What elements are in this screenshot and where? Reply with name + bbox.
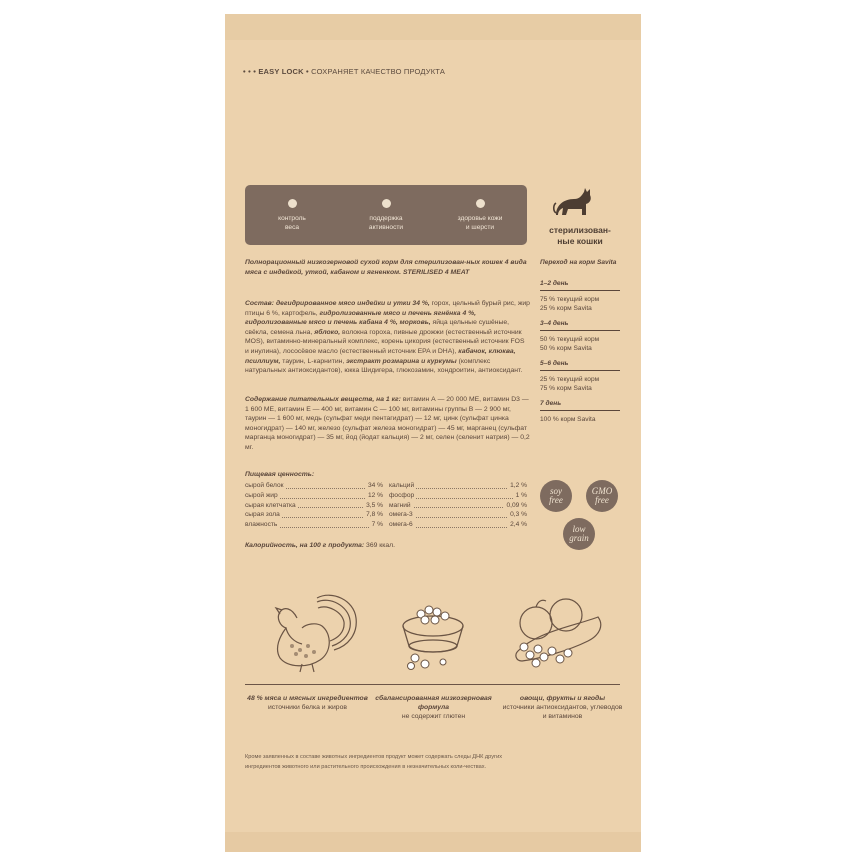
composition-text: волокна гороха, пивные дрожжи (естественный источник MOS), витаминно-минеральный комплекс, корень цикория (естественный источник FOS и инулина), лососёвое масло (естественный источник EPA и DHA), — [245, 328, 525, 355]
footer-meat — [245, 694, 370, 712]
stage-line: 75 % корм Savita — [540, 385, 592, 392]
transition-stage — [540, 399, 620, 424]
cat-icon — [552, 187, 596, 217]
composition-text: яйца цельные сушёные, свёкла, семена льна, — [245, 319, 510, 336]
footer-bold: сбалансированная низкозерновая формула — [375, 695, 492, 711]
product-description: Полнорационный низкозерновой сухой корм для стерилизован-ных кошек 4 вида мяса с индейкой, уткой, кабаном и ягненком. STERILISED 4 MEAT — [245, 259, 527, 276]
badge-text: grain — [569, 533, 589, 543]
nutrient-name: сырая зола — [245, 511, 280, 519]
nutrient-name: влажность — [245, 521, 278, 529]
footer-vegetables — [500, 694, 625, 721]
gmo-free-badge — [586, 480, 618, 512]
skin-coat-icon — [476, 199, 485, 208]
composition-text: дегидрированное мясо индейки и утки 34 %, — [275, 300, 430, 307]
stage-line: 75 % текущий корм — [540, 296, 600, 303]
nutrition-table-right — [389, 481, 527, 530]
disclaimer: Кроме заявленных в составе животных ингредиентов продукт может содержать следы ДНК других ингредиентов животного или растительного происхождения в незначительных коли-чествах. — [245, 754, 502, 770]
table-row — [389, 481, 527, 491]
nutrient-value: 0,09 % — [506, 501, 527, 509]
nutrient-value: 1,2 % — [510, 482, 527, 489]
table-row — [245, 510, 383, 520]
footer-bold: 48 % мяса и мясных ингредиентов — [247, 695, 368, 702]
target-animal — [540, 225, 620, 247]
benefit-label: контроль — [278, 214, 306, 222]
footer-divider — [245, 684, 620, 685]
nutrient-value: 7 % — [371, 521, 383, 529]
nutrient-name: сырой белок — [245, 482, 284, 489]
composition-text: (комплекс натуральных антиоксидантов), юкка Шидигера, глюкозамин, хондроитин, антиоксидант. — [245, 357, 523, 375]
badge-text: free — [549, 495, 563, 505]
stage-line: 50 % текущий корм — [540, 336, 600, 343]
nutrient-name: сырая клетчатка — [245, 501, 296, 509]
table-row — [389, 520, 527, 530]
composition-text: гидролизованные мясо и печень ягнёнка 4 %, гидролизованные мясо и печень кабана 4 %, морковь, — [245, 309, 477, 327]
calories — [245, 542, 395, 549]
table-row — [245, 520, 383, 530]
nutrients-label: Содержание питательных веществ, на 1 кг: — [245, 396, 401, 403]
footer-text: не содержит глютен — [401, 713, 466, 720]
footer-text: источники белка и жиров — [268, 704, 347, 711]
nutrient-name: кальций — [389, 482, 415, 489]
stage-day: 7 день — [540, 399, 620, 411]
footer-formula — [371, 694, 496, 721]
calories-label: Калорийность, на 100 г продукта: — [245, 542, 365, 549]
footer-text: источники антиоксидантов, углеводов и витаминов — [502, 704, 623, 720]
nutrient-name: омега-3 — [389, 511, 413, 519]
benefit-skin-coat — [433, 185, 527, 245]
low-grain-badge — [563, 518, 595, 550]
food-bowl-icon — [395, 600, 475, 672]
turkey-icon — [262, 588, 362, 673]
composition-text: кабачок, клюква, псиллиум, — [245, 347, 516, 365]
benefit-label: здоровье кожи — [457, 214, 503, 222]
table-row — [245, 501, 383, 511]
composition-text: яблоко, — [314, 328, 341, 336]
nutrition-table-left — [245, 481, 383, 530]
target-line: стерилизован- — [549, 225, 611, 235]
composition — [245, 299, 530, 376]
nutrient-value: 0,3 % — [510, 511, 527, 519]
benefit-label: и шерсти — [465, 223, 495, 231]
transition-stage — [540, 319, 620, 353]
badge-text: low — [572, 524, 586, 534]
vegetables-fruits-icon — [508, 595, 608, 675]
calories-value: 369 ккал. — [364, 542, 396, 549]
transition-stage — [540, 279, 620, 313]
benefit-label: активности — [368, 223, 404, 231]
nutrient-name: сырой жир — [245, 491, 278, 499]
nutrient-value: 1 % — [515, 491, 527, 499]
table-row — [245, 481, 383, 491]
badge-text: GMO — [591, 486, 613, 496]
stage-line: 100 % корм Savita — [540, 416, 596, 423]
badge-text: soy — [549, 486, 562, 496]
nutrient-value: 3,5 % — [366, 501, 383, 509]
composition-label: Состав: — [245, 300, 275, 307]
table-row — [389, 491, 527, 501]
badge-text: free — [595, 495, 609, 505]
composition-text: таурин, L-карнитин, — [280, 357, 347, 365]
stage-line: 25 % корм Savita — [540, 305, 592, 312]
activity-icon — [382, 199, 391, 208]
table-row — [389, 501, 527, 511]
stage-line: 50 % корм Savita — [540, 345, 592, 352]
transition-stage — [540, 359, 620, 393]
soy-free-badge — [540, 480, 572, 512]
stage-day: 1–2 день — [540, 279, 620, 291]
benefits-panel — [245, 185, 527, 245]
transition-title: Переход на корм Savita — [540, 259, 617, 266]
table-row — [245, 491, 383, 501]
easy-lock-text: СОХРАНЯЕТ КАЧЕСТВО ПРОДУКТА — [311, 67, 446, 76]
scale-icon — [288, 199, 297, 208]
footer-bold: овощи, фрукты и ягоды — [519, 695, 606, 702]
stage-day: 3–4 день — [540, 319, 620, 331]
easy-lock-line — [243, 67, 445, 76]
nutrients-text: витамин А — 20 000 МЕ, витамин D3 — 1 600 МЕ, витамин Е — 400 мг, витамин С — 100 мг, витамины группы В — 2 900 мг, таурин — 1 600 мг, медь (сульфат меди пентагидрат) — 12 мг, цинк (сульфат цинка моногидрат) — 140 мг, железо (сульфат железа моногидрат) — 45 мг, марганец (сульфат марганца моногидрат) — 35 мг, йод (йодат кальция) — 2 мг, селен (селенит натрия) — 0,2 мг. — [245, 396, 530, 451]
stage-line: 25 % текущий корм — [540, 376, 600, 383]
benefit-label: веса — [284, 223, 300, 231]
easy-lock-brand: • • • EASY LOCK • — [243, 67, 309, 76]
nutrient-value: 12 % — [367, 491, 383, 499]
nutrient-value: 2,4 % — [510, 521, 527, 529]
nutrient-value: 7,8 % — [366, 511, 383, 519]
transition-guide — [540, 258, 620, 430]
benefit-label: поддержка — [369, 214, 403, 222]
composition-text: горох, цельный бурый рис, жир птицы 6 %, картофель, — [245, 300, 530, 317]
target-line: ные кошки — [557, 236, 603, 246]
stage-day: 5–6 день — [540, 359, 620, 371]
nutrition-title: Пищевая ценность: — [245, 471, 315, 478]
benefit-activity — [339, 185, 433, 245]
nutrient-name: омега-6 — [389, 521, 413, 529]
nutrient-name: магний — [389, 501, 411, 509]
nutrient-value: 34 % — [367, 482, 383, 489]
benefit-weight — [245, 185, 339, 245]
table-row — [389, 510, 527, 520]
nutrients-per-kg — [245, 395, 530, 453]
composition-text: экстракт розмарина и куркумы — [346, 357, 457, 365]
nutrient-name: фосфор — [389, 491, 415, 499]
